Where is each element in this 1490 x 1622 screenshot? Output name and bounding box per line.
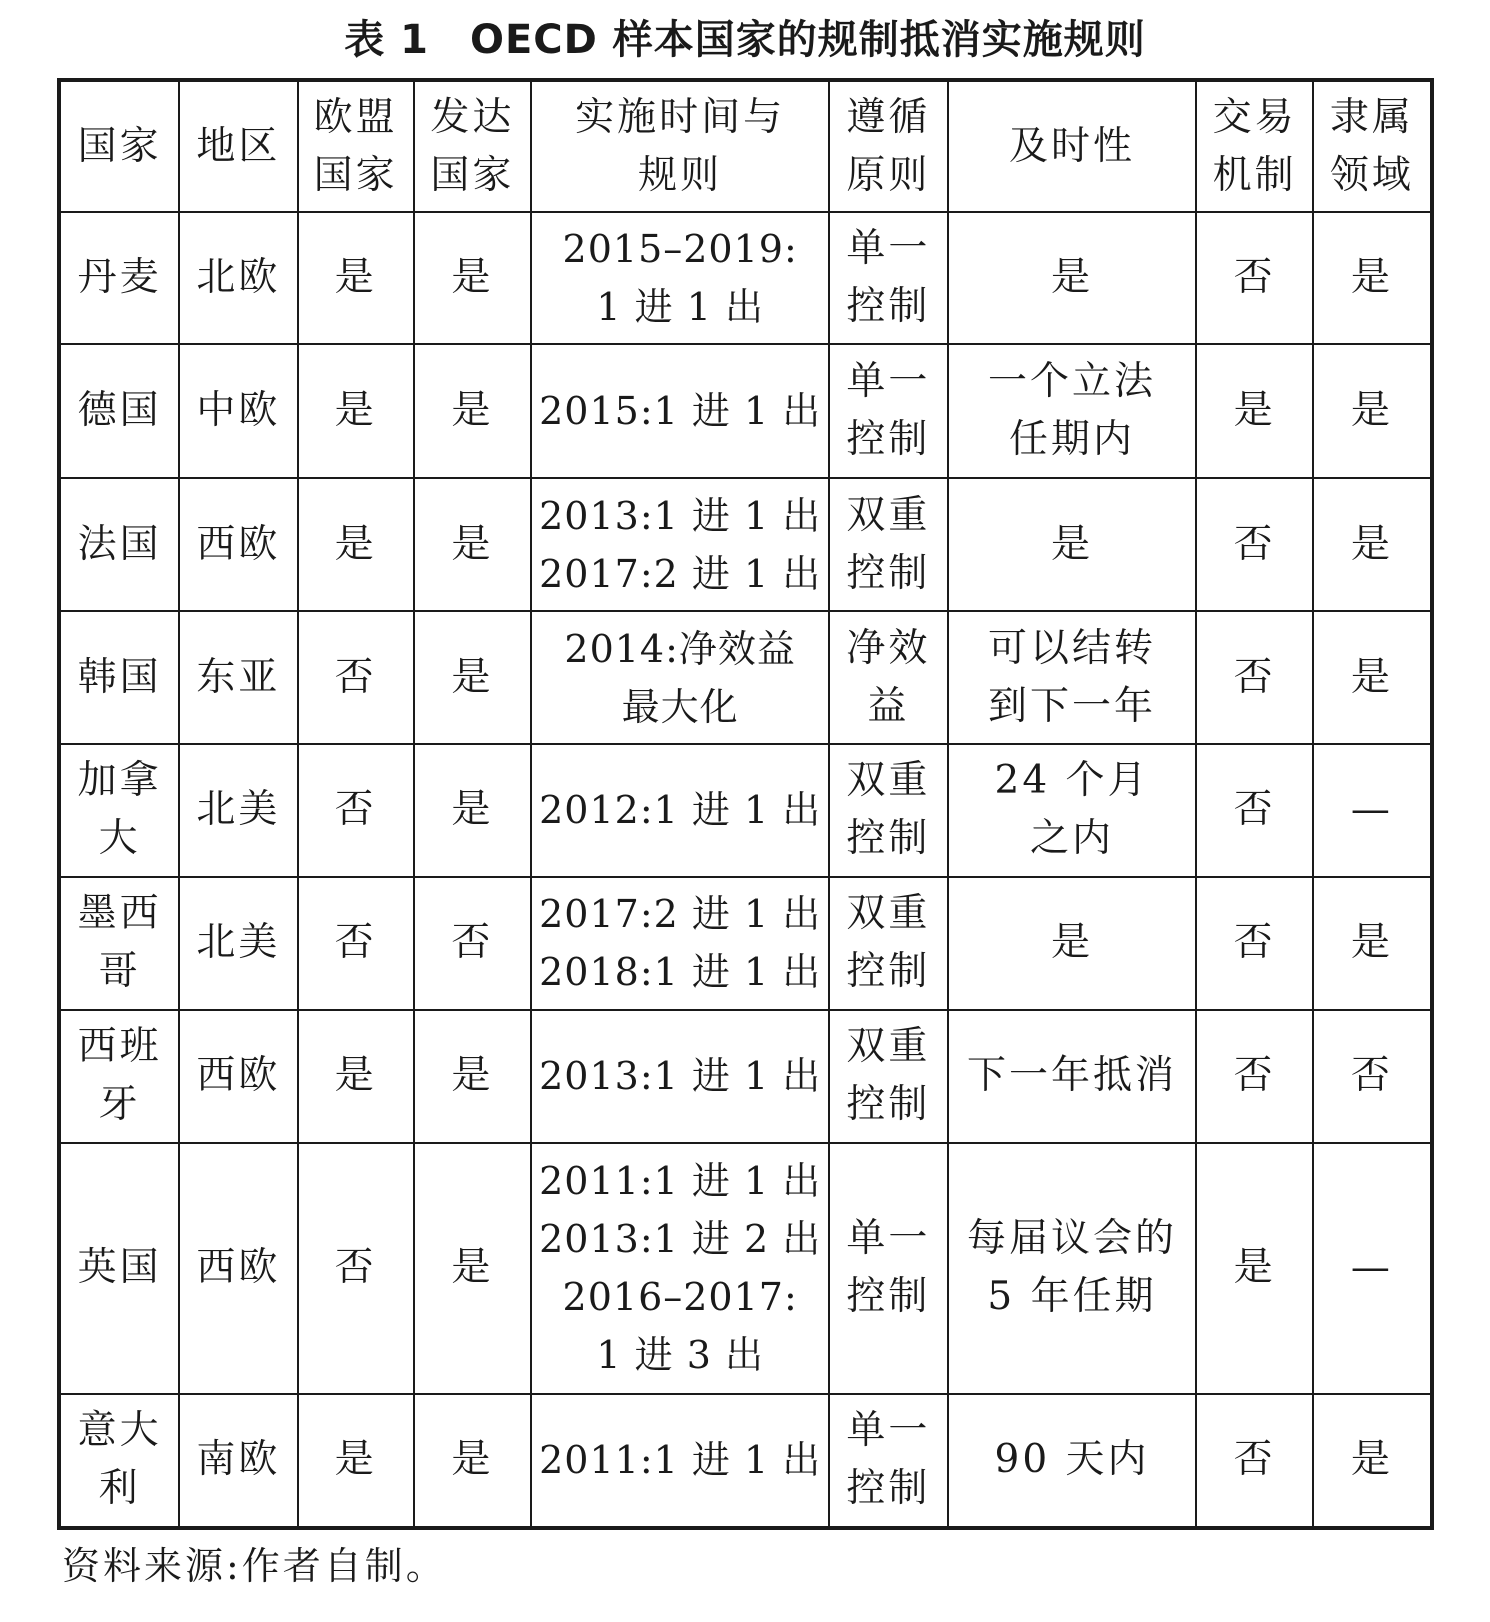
cell-region: 北欧 [179,212,297,344]
cell-developed: 是 [414,1394,531,1526]
table-caption: 表 1 OECD 样本国家的规制抵消实施规则 [344,17,1146,63]
table-row [61,611,1430,743]
cell-time-and-rule: 2014:净效益 最大化 [531,611,829,743]
cell-developed: 是 [414,212,531,344]
cell-principle: 单一 控制 [829,212,947,344]
cell-domain: 是 [1313,1394,1430,1526]
cell-region: 北美 [179,877,297,1009]
header-row [61,82,1430,212]
cell-region: 东亚 [179,611,297,743]
cell-principle: 单一 控制 [829,1394,947,1526]
cell-trading-mechanism: 否 [1196,1394,1312,1526]
cell-timeliness: 是 [948,212,1197,344]
cell-principle: 净效 益 [829,611,947,743]
cell-country: 法国 [61,478,179,611]
table-row [61,212,1430,344]
cell-principle: 双重 控制 [829,1010,947,1143]
cell-developed: 是 [414,478,531,611]
cell-domain: 是 [1313,877,1430,1009]
cell-country: 德国 [61,344,179,477]
cell-principle: 单一 控制 [829,344,947,477]
cell-trading-mechanism: 是 [1196,1143,1312,1393]
cell-region: 西欧 [179,1143,297,1393]
cell-region: 西欧 [179,1010,297,1143]
header-trading-mechanism: 交易 机制 [1196,82,1312,212]
cell-developed: 是 [414,744,531,877]
header-timeliness: 及时性 [948,82,1197,212]
table-row [61,1143,1430,1393]
cell-domain: 是 [1313,611,1430,743]
cell-eu-member: 否 [298,611,414,743]
cell-time-and-rule: 2011:1 进 1 出 [531,1394,829,1526]
cell-timeliness: 一个立法 任期内 [948,344,1197,477]
cell-eu-member: 是 [298,1010,414,1143]
cell-developed: 是 [414,344,531,477]
header-region: 地区 [179,82,297,212]
cell-principle: 双重 控制 [829,877,947,1009]
cell-time-and-rule: 2011:1 进 1 出 2013:1 进 2 出 2016–2017: 1 进 3 出 [531,1143,829,1393]
cell-eu-member: 否 [298,1143,414,1393]
table-row [61,877,1430,1009]
cell-domain: — [1313,744,1430,877]
cell-timeliness: 90 天内 [948,1394,1197,1526]
cell-timeliness: 24 个月 之内 [948,744,1197,877]
cell-timeliness: 是 [948,478,1197,611]
cell-domain: 是 [1313,478,1430,611]
cell-country: 墨西 哥 [61,877,179,1009]
cell-timeliness: 每届议会的 5 年任期 [948,1143,1197,1393]
cell-country: 韩国 [61,611,179,743]
source-note: 资料来源:作者自制。 [62,1544,447,1588]
cell-eu-member: 是 [298,1394,414,1526]
cell-domain: 是 [1313,344,1430,477]
table-row [61,1394,1430,1526]
table-row [61,1010,1430,1143]
cell-time-and-rule: 2012:1 进 1 出 [531,744,829,877]
cell-region: 西欧 [179,478,297,611]
cell-developed: 是 [414,611,531,743]
cell-trading-mechanism: 否 [1196,478,1312,611]
cell-time-and-rule: 2015:1 进 1 出 [531,344,829,477]
cell-time-and-rule: 2015–2019: 1 进 1 出 [531,212,829,344]
table-row [61,478,1430,611]
cell-trading-mechanism: 是 [1196,344,1312,477]
cell-time-and-rule: 2017:2 进 1 出 2018:1 进 1 出 [531,877,829,1009]
cell-region: 中欧 [179,344,297,477]
cell-domain: 是 [1313,212,1430,344]
cell-domain: — [1313,1143,1430,1393]
cell-trading-mechanism: 否 [1196,1010,1312,1143]
cell-developed: 是 [414,1010,531,1143]
header-principle: 遵循 原则 [829,82,947,212]
cell-country: 丹麦 [61,212,179,344]
cell-developed: 是 [414,1143,531,1393]
cell-country: 意大 利 [61,1394,179,1526]
cell-domain: 否 [1313,1010,1430,1143]
cell-country: 加拿 大 [61,744,179,877]
cell-eu-member: 否 [298,877,414,1009]
cell-developed: 否 [414,877,531,1009]
cell-trading-mechanism: 否 [1196,744,1312,877]
cell-timeliness: 下一年抵消 [948,1010,1197,1143]
header-developed: 发达 国家 [414,82,531,212]
data-table [61,82,1430,1526]
header-country: 国家 [61,82,179,212]
cell-time-and-rule: 2013:1 进 1 出 2017:2 进 1 出 [531,478,829,611]
cell-eu-member: 否 [298,744,414,877]
regulation-offset-table [57,78,1434,1530]
cell-region: 南欧 [179,1394,297,1526]
cell-eu-member: 是 [298,478,414,611]
table-row [61,744,1430,877]
cell-country: 英国 [61,1143,179,1393]
cell-country: 西班 牙 [61,1010,179,1143]
cell-eu-member: 是 [298,212,414,344]
cell-timeliness: 可以结转 到下一年 [948,611,1197,743]
header-domain: 隶属 领域 [1313,82,1430,212]
header-time-and-rule: 实施时间与 规则 [531,82,829,212]
cell-eu-member: 是 [298,344,414,477]
cell-principle: 双重 控制 [829,478,947,611]
cell-principle: 双重 控制 [829,744,947,877]
header-eu-member: 欧盟 国家 [298,82,414,212]
cell-principle: 单一 控制 [829,1143,947,1393]
cell-trading-mechanism: 否 [1196,877,1312,1009]
cell-trading-mechanism: 否 [1196,212,1312,344]
cell-timeliness: 是 [948,877,1197,1009]
cell-time-and-rule: 2013:1 进 1 出 [531,1010,829,1143]
cell-region: 北美 [179,744,297,877]
table-row [61,344,1430,477]
cell-trading-mechanism: 否 [1196,611,1312,743]
